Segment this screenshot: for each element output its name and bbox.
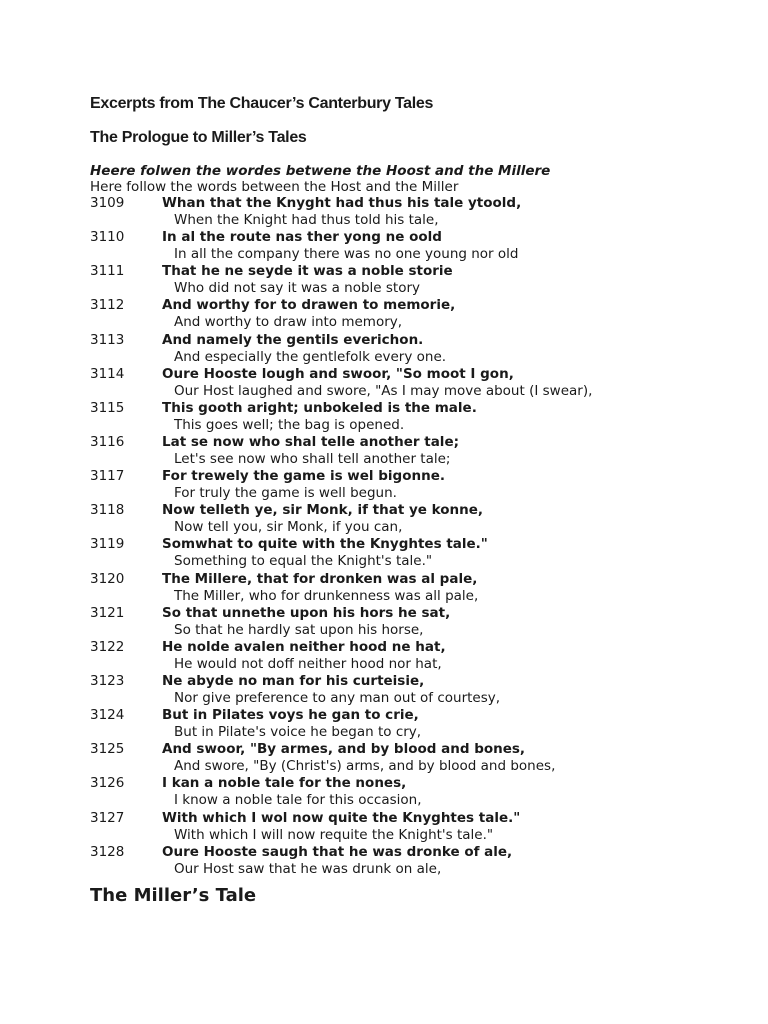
verse-row	[90, 605, 730, 639]
modern-english-line: This goes well; the bag is opened.	[174, 416, 405, 433]
line-number: 3115	[90, 399, 125, 416]
middle-english-line: He nolde avalen neither hood ne hat,	[162, 638, 446, 655]
middle-english-line: But in Pilates voys he gan to crie,	[162, 707, 419, 724]
modern-english-line: Who did not say it was a noble story	[174, 280, 421, 297]
modern-english-line: With which I will now requite the Knight's tale."	[174, 826, 494, 843]
line-number: 3128	[90, 843, 125, 860]
middle-english-line: Oure Hooste saugh that he was dronke of ale,	[162, 843, 513, 860]
verse-row	[90, 263, 730, 297]
middle-english-line: Lat se now who shal telle another tale;	[162, 433, 459, 450]
modern-english-line: Something to equal the Knight's tale."	[174, 553, 433, 570]
document-subtitle: The Prologue to Miller’s Tales	[90, 129, 307, 146]
verse-row	[90, 195, 730, 229]
modern-english-line: Let's see now who shall tell another tale;	[174, 450, 451, 467]
verse-row	[90, 571, 730, 605]
line-number: 3109	[90, 195, 125, 211]
middle-english-line: Whan that the Knyght had thus his tale ytoold,	[162, 195, 522, 211]
middle-english-line: Ne abyde no man for his curteisie,	[162, 672, 425, 689]
middle-english-line: And worthy for to drawen to memorie,	[162, 297, 456, 314]
modern-english-line: Now tell you, sir Monk, if you can,	[174, 519, 403, 536]
modern-english-line: But in Pilate's voice he began to cry,	[174, 724, 422, 741]
modern-english-line: And worthy to draw into memory,	[174, 314, 403, 331]
middle-english-line: Now telleth ye, sir Monk, if that ye konne,	[162, 502, 484, 519]
verse-row	[90, 741, 730, 775]
verse-row	[90, 673, 730, 707]
intro-middle-english: Heere folwen the wordes betwene the Hoost and the Millere	[90, 163, 551, 179]
line-number: 3127	[90, 809, 125, 826]
line-number: 3120	[90, 570, 125, 587]
line-number: 3116	[90, 433, 125, 450]
modern-english-line: Our Host saw that he was drunk on ale,	[174, 860, 442, 877]
line-number: 3119	[90, 536, 125, 553]
middle-english-line: And namely the gentils everichon.	[162, 331, 424, 348]
line-number: 3126	[90, 775, 125, 792]
middle-english-line: Somwhat to quite with the Knyghtes tale."	[162, 536, 488, 553]
verse-row	[90, 536, 730, 570]
modern-english-line: I know a noble tale for this occasion,	[174, 792, 422, 809]
line-number: 3121	[90, 604, 125, 621]
intro-modern-english: Here follow the words between the Host and the Miller	[90, 179, 459, 195]
middle-english-line: So that unnethe upon his hors he sat,	[162, 604, 451, 621]
section-heading: The Miller’s Tale	[90, 885, 257, 906]
verse-row	[90, 844, 730, 878]
middle-english-line: For trewely the game is wel bigonne.	[162, 468, 445, 485]
verse-row	[90, 332, 730, 366]
verse-row	[90, 775, 730, 809]
modern-english-line: In all the company there was no one young nor old	[174, 246, 519, 263]
modern-english-line: For truly the game is well begun.	[174, 485, 397, 502]
verse-row	[90, 229, 730, 263]
line-number: 3123	[90, 672, 125, 689]
middle-english-line: In al the route nas ther yong ne oold	[162, 229, 442, 246]
verse-list	[90, 195, 730, 878]
line-number: 3112	[90, 297, 125, 314]
line-number: 3125	[90, 741, 125, 758]
line-number: 3114	[90, 365, 125, 382]
middle-english-line: I kan a noble tale for the nones,	[162, 775, 407, 792]
middle-english-line: With which I wol now quite the Knyghtes tale."	[162, 809, 521, 826]
modern-english-line: And especially the gentlefolk every one.	[174, 348, 447, 365]
line-number: 3113	[90, 331, 125, 348]
modern-english-line: He would not doff neither hood nor hat,	[174, 655, 442, 672]
verse-row	[90, 297, 730, 331]
line-number: 3124	[90, 707, 125, 724]
verse-row	[90, 434, 730, 468]
verse-row	[90, 810, 730, 844]
verse-row	[90, 707, 730, 741]
modern-english-line: When the Knight had thus told his tale,	[174, 212, 439, 228]
modern-english-line: Our Host laughed and swore, "As I may move about (I swear),	[174, 382, 593, 399]
modern-english-line: So that he hardly sat upon his horse,	[174, 621, 424, 638]
verse-row	[90, 400, 730, 434]
line-number: 3110	[90, 229, 125, 246]
document-body	[90, 94, 730, 878]
verse-row	[90, 366, 730, 400]
middle-english-line: The Millere, that for dronken was al pale,	[162, 570, 478, 587]
verse-row	[90, 639, 730, 673]
modern-english-line: The Miller, who for drunkenness was all pale,	[174, 587, 479, 604]
modern-english-line: And swore, "By (Christ's) arms, and by blood and bones,	[174, 758, 556, 775]
verse-row	[90, 468, 730, 502]
middle-english-line: And swoor, "By armes, and by blood and bones,	[162, 741, 526, 758]
middle-english-line: Oure Hooste lough and swoor, "So moot I gon,	[162, 365, 514, 382]
modern-english-line: Nor give preference to any man out of courtesy,	[174, 689, 501, 706]
line-number: 3117	[90, 468, 125, 485]
line-number: 3111	[90, 263, 125, 280]
line-number: 3118	[90, 502, 125, 519]
document-title: Excerpts from The Chaucer’s Canterbury Tales	[90, 95, 434, 112]
line-number: 3122	[90, 638, 125, 655]
middle-english-line: That he ne seyde it was a noble storie	[162, 263, 453, 280]
verse-row	[90, 502, 730, 536]
middle-english-line: This gooth aright; unbokeled is the male.	[162, 399, 477, 416]
